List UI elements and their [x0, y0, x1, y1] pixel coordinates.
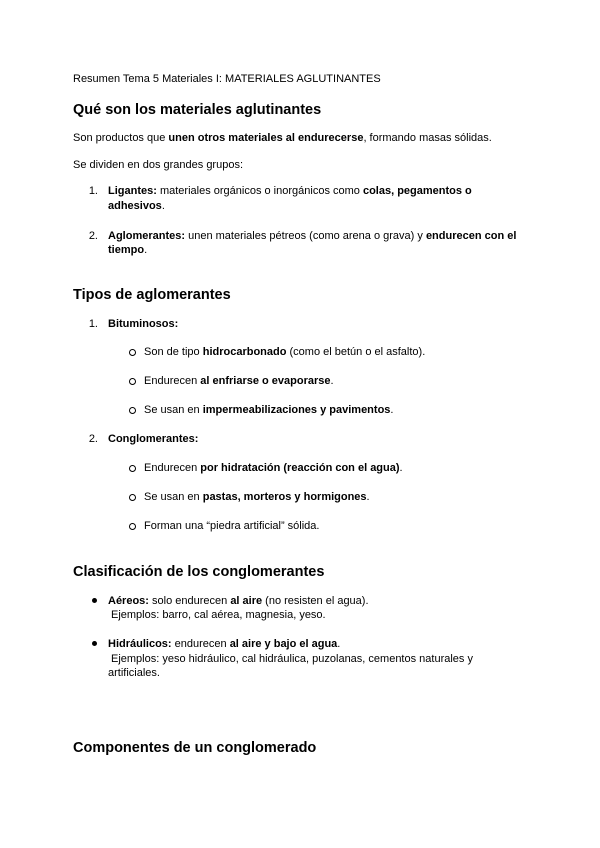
paragraph-groups-intro: Se dividen en dos grandes grupos: — [73, 159, 244, 171]
sub-item-conglomerantes-3: Forman una “piedra artificial” sólida. — [144, 520, 320, 532]
list-item-hidraulicos: Hidráulicos: endurecen al aire y bajo el agua. — [108, 638, 341, 650]
section-heading-tipos: Tipos de aglomerantes — [73, 287, 231, 303]
list-number: 1. — [88, 185, 98, 197]
hollow-bullet-icon — [129, 407, 136, 414]
list-item-aglomerantes-cont: tiempo. — [108, 244, 148, 256]
hollow-bullet-icon — [129, 465, 136, 472]
sub-item-conglomerantes-1: Endurecen por hidratación (reacción con el agua). — [144, 462, 403, 474]
hollow-bullet-icon — [129, 349, 136, 356]
section-heading-clasificacion: Clasificación de los conglomerantes — [73, 564, 325, 580]
list-item-aereos: Aéreos: solo endurecen al aire (no resisten el agua). — [108, 595, 369, 607]
filled-bullet-icon — [92, 598, 97, 603]
paragraph-definition: Son productos que unen otros materiales al endurecerse, formando masas sólidas. — [73, 132, 492, 144]
list-number: 1. — [88, 318, 98, 330]
section-heading-componentes: Componentes de un conglomerado — [73, 740, 317, 756]
section-heading-aglutinantes: Qué son los materiales aglutinantes — [73, 102, 322, 118]
hollow-bullet-icon — [129, 523, 136, 530]
list-item-hidraulicos-examples-cont: artificiales. — [108, 667, 160, 679]
sub-item-bituminosos-2: Endurecen al enfriarse o evaporarse. — [144, 375, 334, 387]
list-number: 2. — [88, 230, 98, 242]
hollow-bullet-icon — [129, 378, 136, 385]
sub-item-conglomerantes-2: Se usan en pastas, morteros y hormigones. — [144, 491, 370, 503]
list-item-bituminosos: Bituminosos: — [108, 318, 179, 330]
list-item-conglomerantes: Conglomerantes: — [108, 433, 199, 445]
list-item-hidraulicos-examples: Ejemplos: yeso hidráulico, cal hidráulica, puzolanas, cementos naturales y — [111, 653, 473, 665]
list-item-ligantes-cont: adhesivos. — [108, 200, 165, 212]
hollow-bullet-icon — [129, 494, 136, 501]
list-number: 2. — [88, 433, 98, 445]
sub-item-bituminosos-1: Son de tipo hidrocarbonado (como el betún o el asfalto). — [144, 346, 426, 358]
sub-item-bituminosos-3: Se usan en impermeabilizaciones y pavimentos. — [144, 404, 394, 416]
list-item-ligantes: Ligantes: materiales orgánicos o inorgánicos como colas, pegamentos o — [108, 185, 472, 197]
document-title: Resumen Tema 5 Materiales I: MATERIALES AGLUTINANTES — [73, 73, 381, 85]
list-item-aglomerantes: Aglomerantes: unen materiales pétreos (como arena o grava) y endurecen con el — [108, 230, 517, 242]
filled-bullet-icon — [92, 641, 97, 646]
list-item-aereos-examples: Ejemplos: barro, cal aérea, magnesia, yeso. — [111, 609, 326, 621]
